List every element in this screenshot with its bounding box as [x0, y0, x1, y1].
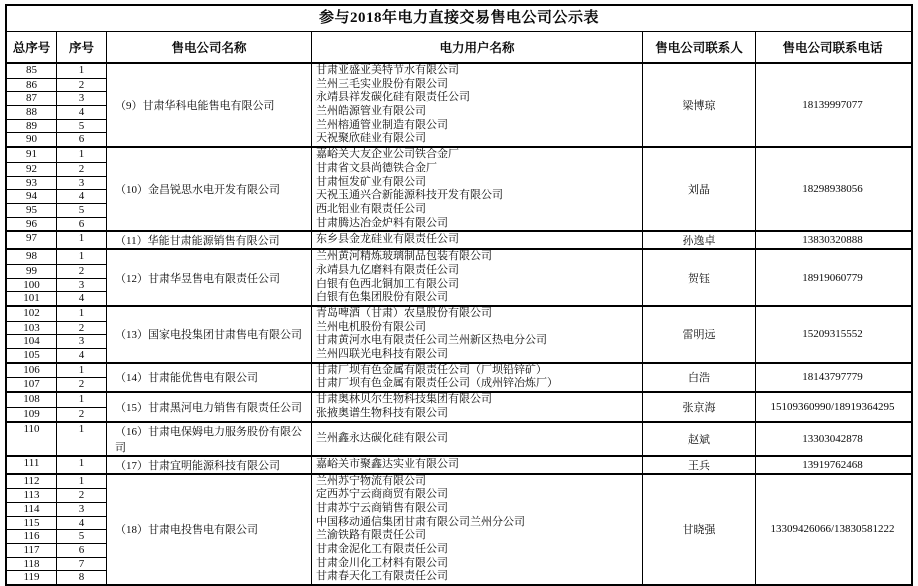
header-user-name: 电力用户名称 [312, 32, 643, 62]
total-no-cell: 97 [26, 232, 37, 245]
company-section [7, 64, 911, 146]
col-total-nos [7, 393, 57, 420]
page-title: 参与2018年电力直接交易售电公司公示表 [7, 6, 911, 32]
user-name: 兰州苏宁物流有限公司 [316, 474, 426, 487]
user-name: 兰州皓源管业有限公司 [316, 105, 426, 118]
contact-phone: 18298938056 [802, 183, 863, 196]
sub-no-cell: 6 [57, 132, 106, 146]
user-name: 白银有色西北铜加工有限公司 [316, 277, 459, 290]
sub-no-cell: 1 [78, 250, 85, 263]
user-name: 兰州榕通管业制造有限公司 [316, 118, 448, 131]
header-total-no: 总序号 [7, 32, 57, 62]
users-cell [312, 250, 643, 305]
sub-no-cell: 2 [57, 488, 106, 502]
user-name: 中国移动通信集团甘肃有限公司兰州分公司 [316, 515, 525, 528]
company-name-cell [107, 307, 312, 362]
table-header [7, 32, 911, 64]
contact-name: 孙逸卓 [682, 235, 716, 248]
users-cell [312, 307, 643, 362]
total-no-cell: 107 [7, 377, 56, 391]
col-sub-nos [57, 64, 107, 146]
header-company-name: 售电公司名称 [107, 32, 312, 62]
phone-cell [756, 364, 909, 391]
sub-no-cell: 2 [57, 264, 106, 278]
sub-no-cell: 6 [57, 543, 106, 557]
sub-no-cell: 1 [78, 363, 85, 376]
contact-name: 张京海 [682, 401, 716, 414]
company-name: （11）华能甘肃能源销售有限公司 [115, 235, 280, 248]
company-name-cell [107, 148, 312, 230]
sub-no-cell: 1 [78, 422, 85, 435]
col-total-nos [7, 148, 57, 230]
contact-cell [643, 250, 756, 305]
sub-no-cell: 1 [78, 64, 85, 76]
contact-cell [643, 307, 756, 362]
user-name: 兰州黄河精炼玻璃制品包装有限公司 [316, 250, 492, 263]
sub-no-cell: 4 [57, 291, 106, 305]
total-no-cell: 100 [7, 278, 56, 292]
total-no-cell: 89 [7, 119, 56, 133]
company-name: （10）金昌锐思水电开发有限公司 [115, 184, 280, 197]
phone-cell [756, 475, 909, 585]
sub-no-cell: 1 [78, 232, 85, 245]
company-name-cell [107, 364, 312, 391]
company-section [7, 421, 911, 455]
contact-phone: 15209315552 [802, 328, 863, 341]
company-name-cell [107, 475, 312, 585]
company-name-cell [107, 423, 312, 455]
company-name: （12）甘肃华昱售电有限责任公司 [115, 272, 280, 285]
sub-no-cell: 1 [78, 307, 85, 319]
company-section [7, 473, 911, 585]
user-name: 青岛啤酒（甘肃）农垦股份有限公司 [316, 307, 492, 319]
header-contact: 售电公司联系人 [643, 32, 756, 62]
user-name: 兰州三毛实业股份有限公司 [316, 77, 448, 90]
total-no-cell: 108 [23, 393, 40, 406]
total-no-cell: 94 [7, 189, 56, 203]
col-total-nos [7, 307, 57, 362]
users-cell [312, 364, 643, 391]
contact-name: 王兵 [688, 459, 710, 472]
user-name: 兰州鑫永达碳化硅有限公司 [316, 431, 448, 444]
contact-phone: 13309426066/13830581222 [770, 523, 895, 536]
col-total-nos [7, 457, 57, 473]
user-name: 甘肃金川化工材料有限公司 [316, 556, 448, 569]
users-cell [312, 423, 643, 455]
sub-no-cell: 2 [57, 321, 106, 335]
user-name: 兰州电机股份有限公司 [316, 320, 426, 333]
total-no-cell: 115 [7, 516, 56, 530]
user-name: 甘肃省文县尚德铁合金厂 [316, 161, 437, 174]
contact-phone: 13919762468 [802, 458, 863, 471]
total-no-cell: 101 [7, 291, 56, 305]
header-sub-no: 序号 [57, 32, 107, 62]
total-no-cell: 111 [23, 456, 40, 469]
company-section [7, 391, 911, 420]
phone-cell [756, 307, 909, 362]
col-total-nos [7, 250, 57, 305]
contact-phone: 18919060779 [802, 271, 863, 284]
col-sub-nos [57, 364, 107, 391]
contact-phone: 18139997077 [802, 99, 863, 112]
users-cell [312, 64, 643, 146]
user-name: 兰州四联光电科技有限公司 [316, 348, 448, 361]
contact-cell [643, 457, 756, 473]
user-name: 甘肃春天化工有限责任公司 [316, 570, 448, 583]
contact-phone: 13303042878 [802, 432, 863, 445]
user-name: 甘肃金泥化工有限责任公司 [316, 542, 448, 555]
user-name: 张掖奥谱生物科技有限公司 [316, 406, 448, 419]
user-name: 甘肃黄河水电有限责任公司兰州新区热电分公司 [316, 334, 547, 347]
total-no-cell: 119 [7, 570, 56, 584]
sub-no-cell: 5 [57, 529, 106, 543]
phone-cell [756, 148, 909, 230]
contact-cell [643, 148, 756, 230]
user-name: 甘肃腾达冶金炉料有限公司 [316, 216, 448, 229]
col-sub-nos [57, 423, 107, 455]
contact-name: 雷明远 [682, 329, 716, 342]
company-name: （14）甘肃能优售电有限公司 [115, 372, 258, 385]
phone-cell [756, 232, 909, 248]
sub-no-cell: 4 [57, 516, 106, 530]
total-no-cell: 102 [23, 307, 40, 319]
user-name: 东乡县金龙硅业有限责任公司 [316, 233, 459, 246]
total-no-cell: 87 [7, 91, 56, 105]
table-body [7, 64, 911, 584]
sub-no-cell: 2 [57, 407, 106, 421]
company-name-cell [107, 393, 312, 420]
user-name: 甘肃厂坝有色金属有限责任公司（成州锌冶炼厂） [316, 377, 558, 390]
sub-no-cell: 3 [57, 334, 106, 348]
company-name-cell [107, 457, 312, 473]
phone-cell [756, 393, 909, 420]
company-name-cell [107, 250, 312, 305]
users-cell [312, 148, 643, 230]
col-sub-nos [57, 393, 107, 420]
contact-phone: 18143797779 [802, 371, 863, 384]
sub-no-cell: 2 [57, 377, 106, 391]
total-no-cell: 112 [23, 474, 40, 487]
total-no-cell: 117 [7, 543, 56, 557]
users-cell [312, 232, 643, 248]
total-no-cell: 92 [7, 162, 56, 176]
sub-no-cell: 1 [78, 456, 85, 469]
sub-no-cell: 3 [57, 91, 106, 105]
sub-no-cell: 3 [57, 278, 106, 292]
sub-no-cell: 1 [78, 148, 85, 161]
contact-cell [643, 423, 756, 455]
user-name: 天祝玉通兴合新能源科技开发有限公司 [316, 189, 503, 202]
contact-name: 梁博琼 [682, 100, 716, 113]
total-no-cell: 110 [23, 422, 40, 435]
contact-name: 赵斌 [688, 433, 710, 446]
total-no-cell: 116 [7, 529, 56, 543]
contact-cell [643, 64, 756, 146]
contact-cell [643, 393, 756, 420]
sub-no-cell: 7 [57, 557, 106, 571]
user-name: 甘肃厂坝有色金属有限责任公司（厂坝铅锌矿） [316, 363, 547, 376]
total-no-cell: 85 [26, 64, 37, 76]
company-section [7, 230, 911, 248]
user-name: 甘肃奥林贝尔生物科技集团有限公司 [316, 393, 492, 406]
user-name: 甘肃苏宁云商销售有限公司 [316, 501, 448, 514]
phone-cell [756, 250, 909, 305]
contact-name: 贺钰 [688, 272, 710, 285]
total-no-cell: 90 [7, 132, 56, 146]
col-sub-nos [57, 475, 107, 585]
sub-no-cell: 4 [57, 348, 106, 362]
user-name: 白银有色集团股份有限公司 [316, 291, 448, 304]
company-name: （16）甘肃电保姆电力服务股份有限公司 [115, 425, 302, 454]
sub-no-cell: 5 [57, 203, 106, 217]
total-no-cell: 95 [7, 203, 56, 217]
contact-cell [643, 475, 756, 585]
total-no-cell: 114 [7, 502, 56, 516]
col-sub-nos [57, 250, 107, 305]
contact-name: 白浩 [688, 372, 710, 385]
company-name: （9）甘肃华科电能售电有限公司 [115, 100, 275, 113]
phone-cell [756, 457, 909, 473]
company-section [7, 146, 911, 230]
company-name: （18）甘肃电投售电有限公司 [115, 524, 258, 537]
total-no-cell: 86 [7, 78, 56, 92]
company-name-cell [107, 64, 312, 146]
sub-no-cell: 5 [57, 119, 106, 133]
sub-no-cell: 6 [57, 217, 106, 231]
header-phone: 售电公司联系电话 [782, 41, 883, 55]
company-section [7, 305, 911, 362]
col-sub-nos [57, 307, 107, 362]
users-cell [312, 475, 643, 585]
sub-no-cell: 1 [78, 474, 85, 487]
col-total-nos [7, 364, 57, 391]
col-sub-nos [57, 457, 107, 473]
company-name: （17）甘肃宜明能源科技有限公司 [115, 459, 280, 472]
total-no-cell: 91 [26, 148, 37, 161]
company-section [7, 248, 911, 305]
total-no-cell: 109 [7, 407, 56, 421]
company-name-cell [107, 232, 312, 248]
total-no-cell: 103 [7, 321, 56, 335]
sub-no-cell: 2 [57, 78, 106, 92]
total-no-cell: 105 [7, 348, 56, 362]
users-cell [312, 393, 643, 420]
user-name: 定西苏宁云商商贸有限公司 [316, 488, 448, 501]
user-name: 嘉峪关市聚鑫达实业有限公司 [316, 457, 459, 470]
sub-no-cell: 3 [57, 502, 106, 516]
col-total-nos [7, 475, 57, 585]
sub-no-cell: 3 [57, 176, 106, 190]
total-no-cell: 88 [7, 105, 56, 119]
company-section [7, 455, 911, 473]
total-no-cell: 96 [7, 217, 56, 231]
sub-no-cell: 8 [57, 570, 106, 584]
user-name: 永靖县九亿磨料有限责任公司 [316, 263, 459, 276]
total-no-cell: 98 [26, 250, 37, 263]
col-total-nos [7, 232, 57, 248]
total-no-cell: 106 [23, 363, 40, 376]
contact-name: 甘晓强 [682, 524, 716, 537]
total-no-cell: 113 [7, 488, 56, 502]
user-name: 嘉峪关大友企业公司铁合金厂 [316, 148, 459, 161]
contact-phone: 15109360990/18919364295 [770, 400, 895, 413]
user-name: 天祝聚欣硅业有限公司 [316, 132, 426, 145]
company-name: （13）国家电投集团甘肃售电有限公司 [115, 329, 302, 342]
phone-cell [756, 423, 909, 455]
user-name: 西北铝业有限责任公司 [316, 202, 426, 215]
contact-cell [643, 364, 756, 391]
col-sub-nos [57, 148, 107, 230]
users-cell [312, 457, 643, 473]
total-no-cell: 118 [7, 557, 56, 571]
user-name: 兰渝铁路有限责任公司 [316, 529, 426, 542]
col-sub-nos [57, 232, 107, 248]
user-name: 永靖县祥发碳化硅有限责任公司 [316, 91, 470, 104]
col-total-nos [7, 64, 57, 146]
user-name: 甘肃恒发矿业有限公司 [316, 175, 426, 188]
col-total-nos [7, 423, 57, 455]
contact-name: 刘晶 [688, 184, 710, 197]
contact-cell [643, 232, 756, 248]
company-section [7, 362, 911, 391]
total-no-cell: 104 [7, 334, 56, 348]
public-notice-table [5, 4, 913, 586]
company-name: （15）甘肃黑河电力销售有限责任公司 [115, 401, 302, 414]
total-no-cell: 99 [7, 264, 56, 278]
total-no-cell: 93 [7, 176, 56, 190]
sub-no-cell: 2 [57, 162, 106, 176]
phone-cell [756, 64, 909, 146]
contact-phone: 13830320888 [802, 234, 863, 247]
sub-no-cell: 4 [57, 189, 106, 203]
sub-no-cell: 4 [57, 105, 106, 119]
sub-no-cell: 1 [78, 393, 85, 406]
user-name: 甘肃亚盛亚美特节水有限公司 [316, 64, 459, 76]
